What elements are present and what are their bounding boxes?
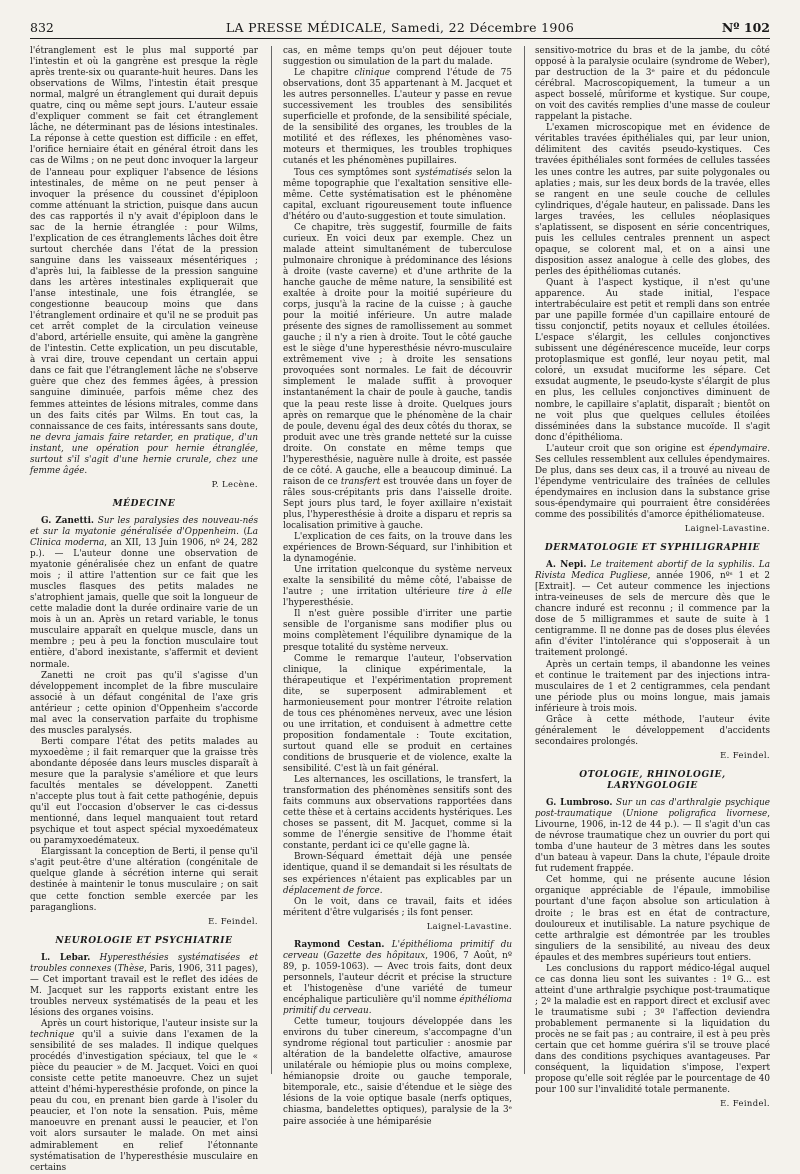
- paragraph: L'auteur croit que son origine est épendymaire. Ses cellules ressemblent aux cellules épendymaires. De plus, dans ses deux cas, il a trouvé au niveau de l'épendyme ventriculaire des traînées de cellules épendymaires en inclusion dans la substance grise sous-épendymaire qui pourraient être considérées comme des possibilités d'amorce épithéliomateuse.: [535, 443, 770, 520]
- column-divider: [524, 46, 525, 1074]
- article-author: G. Zanetti.: [41, 515, 94, 526]
- article-author: Raymond Cestan.: [294, 939, 385, 950]
- paragraph: L'examen microscopique met en évidence de véritables travées épithéliales qui, par leur union, délimitent des cavités pseudo-kystiques. Ces travées épithéliales sont formées de cellules tassées les unes contre les autres, par suite polygonales ou aplaties ; mais, sur les deux bords de la travée, elles se rangent en une seule couche de cellules cylindriques, d'égale hauteur, en palissade. Dans les larges travées, les cellules néoplasiques s'aplatissent, se disposent en série concentriques, puis les cellules centrales prennent un aspect opaque, se colorent mal, et on a ainsi une disposition assez analogue à celle des globes, des perles des épithéliomas cutanés.: [535, 123, 770, 277]
- paragraph: Une irritation quelconque du système nerveux exalte la sensibilité du même côté, l'abaisse de l'autre ; une irritation ultérieure tire à elle l'hyperesthésie.: [283, 565, 512, 609]
- signature: E. Feindel.: [208, 915, 258, 926]
- journal-name: Unione poligrafica livornese: [625, 809, 768, 820]
- journal-name: La Rivista Medica Pugliese: [535, 560, 771, 582]
- paragraph: Après un certain temps, il abandonne les veines et continue le traitement par des injections intra-musculaires de 1 et 2 centigrammes, cela pendant une période plus ou moins longue, mais jamais inférieure à trois mois.: [535, 659, 770, 714]
- article-title: Hyperesthésies systématisées et troubles connexes: [30, 952, 259, 974]
- header-rule: [30, 38, 770, 39]
- paragraph: Brown-Séquard émettait déjà une pensée identique, quand il se demandait si les résultats de ses expériences n'étaient pas explicables par un déplacement de force.: [283, 852, 512, 896]
- article-author: A. Nepi.: [546, 560, 587, 571]
- section-title: OTOLOGIE, RHINOLOGIE, LARYNGOLOGIE: [579, 769, 726, 791]
- paragraph: Les alternances, les oscillations, le transfert, la transformation des phénomènes sensitifs sont des faits communs aux observations rapportées dans cette thèse et à certains accidents hystériques. Les choses se passent, dit M. Jacquet, comme si la somme de l'énergie sensitive de l'homme était constante, perdant ici ce qu'elle gagne là.: [283, 775, 512, 852]
- section-title: MÉDECINE: [112, 498, 176, 509]
- column-divider: [271, 46, 272, 1074]
- article-title: Le traitement abortif de la syphilis: [590, 560, 753, 571]
- article-paragraph: L. Lebar. Hyperesthésies systématisées et troubles connexes (Thèse, Paris, 1906, 311 pages), — Cet important travail est le reflet des idées de M. Jacquet sur les rapports existant entre les troubles nerveux systématisés de la peau et les lésions des organes voisins.: [30, 952, 259, 1018]
- signature: Laignel-Lavastine.: [426, 920, 512, 931]
- issue-number: Nº 102: [721, 20, 770, 35]
- journal-name: La Clinica moderna: [30, 526, 258, 549]
- paragraph: Les conclusions du rapport médico-légal auquel ce cas donna lieu sont les suivantes : 1º G... est atteint d'une arthralgie psychique post-traumatique ; 2º la maladie est en rapport direct et exclusif avec le traumatisme subi ; 3º l'affection deviendra probablement permanente si la liquidation du procès ne se fait pas ; au contraire, il est à peu près certain que cet homme guérira s'il se trouve placé dans des conditions psychiques avantageuses. Par conséquent, la liquidation s'impose, l'expert propose qu'elle soit réglée par le pourcentage de 40 pour 100 sur l'invalidité totale permanente.: [535, 963, 770, 1096]
- paragraph: L'explication de ces faits, on la trouve dans les expériences de Brown-Séquard, sur l'inhibition et la dynamogénie.: [283, 532, 512, 565]
- article-author: L. Lebar.: [41, 952, 91, 963]
- signature: Laignel-Lavastine.: [684, 523, 770, 534]
- paragraph: Il n'est guère possible d'irriter une partie sensible de l'organisme sans modifier plus ou moins complètement l'équilibre dynamique de la presque totalité du système nerveux.: [283, 609, 512, 653]
- signature: E. Feindel.: [720, 1098, 770, 1109]
- paragraph: Grâce à cette méthode, l'auteur évite généralement le développement d'accidents secondaires prolongés.: [535, 714, 770, 747]
- signature: P. Lecène.: [211, 478, 258, 489]
- paragraph: Quant à l'aspect kystique, il n'est qu'une apparence. Au stade initial, l'espace intertrabéculaire est petit et rempli dans son entrée par une papille formée d'un capillaire entouré de tissu conjonctif, petits noyaux et cellules étoilées. L'espace s'élargit, les cellules conjonctives subissent une dégénérescence muceïde, leur corps protoplasmique est gonflé, leur noyau petit, mal coloré, un exsudat muciforme les sépare. Cet exsudat augmente, le pseudo-kyste s'élargit de plus en plus, les cellules conjonctives diminuent de nombre, le capillaire s'aplatit, disparaît ; bientôt on ne voit plus que quelques cellules étoilées disséminées dans la substance mucoïde. Il s'agit donc d'épithélioma.: [535, 277, 770, 443]
- paragraph: sensitivo-motrice du bras et de la jambe, du côté opposé à la paralysie oculaire (syndrome de Weber), par destruction de la 3ᵉ paire et du pédoncule cérébral. Macroscopiquement, la tumeur a un aspect bosselé, mûriforme et kystique. Sur coupe, on voit des cavités remplies d'une masse de couleur rappelant la pistache.: [535, 46, 770, 123]
- article-title: L'épithélioma primitif du cerveau: [283, 939, 512, 961]
- article-title: Sur un cas d'arthralgie psychique post-traumatique: [535, 798, 770, 820]
- paragraph: Berti compare l'état des petits malades au myxoedème ; il fait remarquer que la graisse très abondante déposée dans leurs muscles disparaît à mesure que la paralysie s'améliore et que leurs facultés mentales se développent. Zanetti n'accepte plus tout à fait cette pathogénie, depuis qu'il eut l'occasion d'observer le cas ci-dessus mentionné, dans lequel manquaient tout retard psychique et tout aspect spécial myxoedémateux ou paramyxoedémateux.: [30, 736, 258, 847]
- paragraph: Zanetti ne croit pas qu'il s'agisse d'un développement incomplet de la fibre musculaire associé à un défaut congénital de l'axe gris antérieur ; cette opinion d'Oppenheim s'accorde mal avec la conservation parfaite du trophisme des muscles paralysés.: [30, 670, 258, 736]
- article-title: Sur les paralysies des nouveau-nés et sur la myatonie généralisée d'Oppenheim.: [30, 515, 259, 537]
- section-title: NEUROLOGIE ET PSYCHIATRIE: [55, 935, 233, 946]
- paragraph: Comme le remarque l'auteur, l'observation clinique, la clinique expérimentale, la thérapeutique et l'expérimentation proprement dite, se superposent admirablement et harmonieusement pour montrer l'étroite relation de tous ces phénomènes nerveux, avec une lésion ou une irritation, et conduisent à admettre cette proposition fondamentale : Toute excitation, surtout quand elle se produit en certaines conditions de brusquerie et de violence, exalte la sensibilité. C'est là un fait général.: [283, 653, 512, 775]
- paragraph: l'étranglement est le plus mal supporté par l'intestin et où la gangrène est presque la règle après trente-six ou quarante-huit heures. Dans les observations de Wilms, l'intestin était presque normal, malgré un étranglement qui durait depuis quatre, cinq ou même sept jours. L'auteur essaie d'expliquer comment se fait cet étranglement lâche, ne déterminant pas de lésions intestinales. La réponse à cette question est difficile : en effet, l'orifice herniaire était en général étroit dans les cas de Wilms ; on ne peut donc invoquer la largeur de l'anneau pour expliquer l'absence de lésions intestinales, de même on ne peut penser à invoquer la présence du coussinet d'épiploon comme atténuant la striction, puisque dans aucun des cas rapportés il n'y avait d'épiploon dans le sac de la hernie étranglée : pour Wilms, l'explication de ces étranglements lâches doit être surtout cherchée dans l'état de la pression sanguine dans les vaisseaux mésentériques ; d'après lui, la faiblesse de la pression sanguine dans les artères intestinales expliquerait que l'anse intestinale, une fois étranglée, se congestionne beaucoup moins que dans l'étranglement ordinaire et qu'il ne se produit pas cet arrêt complet de la circulation veineuse d'abord, artérielle ensuite, qui amène la gangrène de l'intestin. Cette explication, un peu discutable, à vrai dire, trouve cependant un certain appui dans ce fait que l'étranglement lâche ne s'observe guère que chez des femmes âgées, à pression sanguine diminuée, parfois même chez des femmes atteintes de lésions mitrales, comme dans un des faits cités par Wilms. En tout cas, la connaissance de ces faits, intéressants sans doute, ne devra jamais faire retarder, en pratique, d'un instant, une opération pour hernie étranglée, surtout s'il s'agit d'une hernie crurale, chez une femme âgée.: [30, 46, 258, 476]
- section-title: DERMATOLOGIE ET SYPHILIGRAPHIE: [544, 543, 761, 554]
- paragraph: Tous ces symptômes sont systématisés selon la même topographie que l'exaltation sensitive elle-même. Cette systématisation est le phénomène capital, excluant rigoureusement toute influence d'hétéro ou d'auto-suggestion et toute simulation.: [283, 167, 512, 222]
- paragraph: Après un court historique, l'auteur insiste sur la technique qu'il a suivie dans l'examen de la sensibilité de ses malades. Il indique quelques procédés d'investigation spéciaux, tel que le « pièce du peaucier » de M. Jacquet. Voici en quoi consiste cette petite manoeuvre. Chez un sujet atteint d'hémi-hyperesthésie profonde, on pince la peau du cou, en prenant bien garde à l'isoler du peaucier, et l'on note la sensation. Puis, même manoeuvre en prenant aussi le peaucier, et l'on voit alors sursauter le malade. On met ainsi admirablement en relief l'étonnante systématisation de l'hyperesthésie musculaire en certains: [30, 1018, 259, 1173]
- paragraph: Le chapitre clinique comprend l'étude de 75 observations, dont 35 appartenant à M. Jacquet et les autres personnelles. L'auteur y passe en revue successivement les troubles des sensibilités superficielle et profonde, de la sensibilité spéciale, de la sensibilité des organes, les troubles de la motilité et des réflexes, les phénomènes vaso-moteurs et thermiques, les troubles trophiques cutanés et les phénomènes pupillaires.: [283, 68, 512, 167]
- journal-title: LA PRESSE MÉDICALE, Samedi, 22 Décembre 1906: [225, 20, 575, 35]
- journal-name: Gazette des hôpitaux: [326, 950, 426, 961]
- page-number: 832: [30, 20, 54, 35]
- italic-text: ne devra jamais faire retarder, en pratique, d'un instant, une opération pour hernie étranglée, surtout s'il s'agit d'une hernie crurale, chez une femme âgée.: [30, 432, 258, 476]
- column-2: [283, 46, 513, 1127]
- page-header: [30, 20, 770, 36]
- article-paragraph: G. Zanetti. Sur les paralysies des nouveau-nés et sur la myatonie généralisée d'Oppenheim. (La Clinica moderna, an XII, 13 Juin 1906, nº 24, 282 p.). — L'auteur donne une observation de myatonie généralisée chez un enfant de quatre mois ; il attire l'attention sur ce fait que les muscles flasques des petits malades ne s'atrophient jamais, quelle que soit la longueur de cette maladie dont la durée ordinaire varie de un mois à un an. Après un retard variable, le tonus musculaire apparaît en quelque muscle, dans un membre ; peu à peu la fonction musculaire tout entière, d'abord inexistante, s'affermit et devient normale.: [30, 515, 259, 670]
- column-1: [30, 46, 259, 1173]
- paragraph: Ce chapitre, très suggestif, fourmille de faits curieux. En voici deux par exemple. Chez un malade atteint simultanément de tuberculose pulmonaire chronique à prédominance des lésions à droite (vaste caverne) et d'une arthrite de la hanche gauche de même nature, la sensibilité est exaltée à droite pour la moitié supérieure du corps, jusqu'à la racine de la cuisse ; à gauche pour la moitié inférieure. Un autre malade présente des signes de ramollissement au sommet gauche ; il n'y a rien à droite. Tout le côté gauche est le siège d'une hyperesthésie névro-musculaire extrêmement vive ; à droite les sensations provoquées sont normales. Le fait de découvrir simplement le malade suffit à provoquer instantanément la chair de poule à gauche, tandis que la peau reste lisse à droite. Quelques jours après on remarque que le phénomène de la chair de poule, devenu égal des deux côtés du thorax, se produit avec une très grande netteté sur la cuisse droite. On constate en même temps que l'hyperesthésie, naguère nulle à droite, est passée de ce côté. A gauche, elle a beaucoup diminué. La raison de ce transfert est trouvée dans un foyer de râles sous-crépitants pris dans l'aisselle droite. Sept jours plus tard, le foyer axillaire n'existait plus, l'hyperesthésie à droite a disparu et repris sa localisation primitive à gauche.: [283, 222, 513, 532]
- column-3: [535, 46, 771, 1109]
- article-author: G. Lumbroso.: [546, 798, 613, 809]
- article-paragraph: A. Nepi. Le traitement abortif de la syphilis. La Rivista Medica Pugliese, année 1906, nºˢ 1 et 2 [Extrait]. — Cet auteur commence les injections intra-veineuses de sels de mercure dès que le chancre induré est reconnu ; il commence par la dose de 5 milligrammes et saute de suite à 1 centigramme. Il ne donne pas de doses plus élevées afin d'éviter l'intolérance qui s'opposerait à un traitement prolongé.: [535, 560, 771, 659]
- paragraph: Élargissant la conception de Berti, il pense qu'il s'agit peut-être d'une altération (congénitale de quelque glande à sécrétion interne qui serait destinée à maintenir le tonus musculaire ; on sait que cette fonction semble exercée par les paraganglions.: [30, 847, 258, 913]
- signature: E. Feindel.: [720, 749, 770, 760]
- article-paragraph: G. Lumbroso. Sur un cas d'arthralgie psychique post-traumatique (Unione poligrafica livornese, Livourne, 1906, in-12 de 44 p.). — Il s'agit d'un cas de névrose traumatique chez un ouvrier du port qui tomba d'une hauteur de 3 mètres dans les soutes d'un bateau à vapeur. Dans la chute, l'épaule droite fut rudement frappée.: [535, 798, 770, 875]
- paragraph: Cette tumeur, toujours développée dans les environs du tuber cinereum, s'accompagne d'un syndrome régional tout particulier : anosmie par altération de la bandelette olfactive, amaurose unilatérale ou hémiopie plus ou moins complexe, hémianopsie droite ou gauche temporale, bitemporale, etc., saisie d'étendue et le siège des lésions de la voie optique basale (nerfs optiques, chiasma, bandelettes optiques), paralysie de la 3ᵉ paire associée à une hémiparésie: [283, 1017, 512, 1127]
- paragraph: On le voit, dans ce travail, faits et idées méritent d'être vulgarisés ; ils font penser.: [283, 896, 512, 918]
- paragraph: Cet homme, qui ne présente aucune lésion organique appréciable de l'épaule, immobilise pourtant d'une façon absolue son articulation à droite ; le bras est en état de contracture, douloureux et inutilisable. La nature psychique de cette arthralgie est démontrée par les troubles singuliers de la sensibilité, au niveau des deux épaules et des membres supérieurs tout entiers.: [535, 875, 770, 963]
- paragraph: cas, en même temps qu'on peut déjouer toute suggestion ou simulation de la part du malade.: [283, 46, 512, 68]
- article-paragraph: Raymond Cestan. L'épithélioma primitif du cerveau (Gazette des hôpitaux, 1906, 7 Août, nº 89, p. 1059-1063). — Avec trois faits, dont deux personnels, l'auteur décrit et précise la structure et l'histogenèse d'une variété de tumeur encéphalique particulière qu'il nomme épithélioma primitif du cerveau.: [283, 939, 512, 1017]
